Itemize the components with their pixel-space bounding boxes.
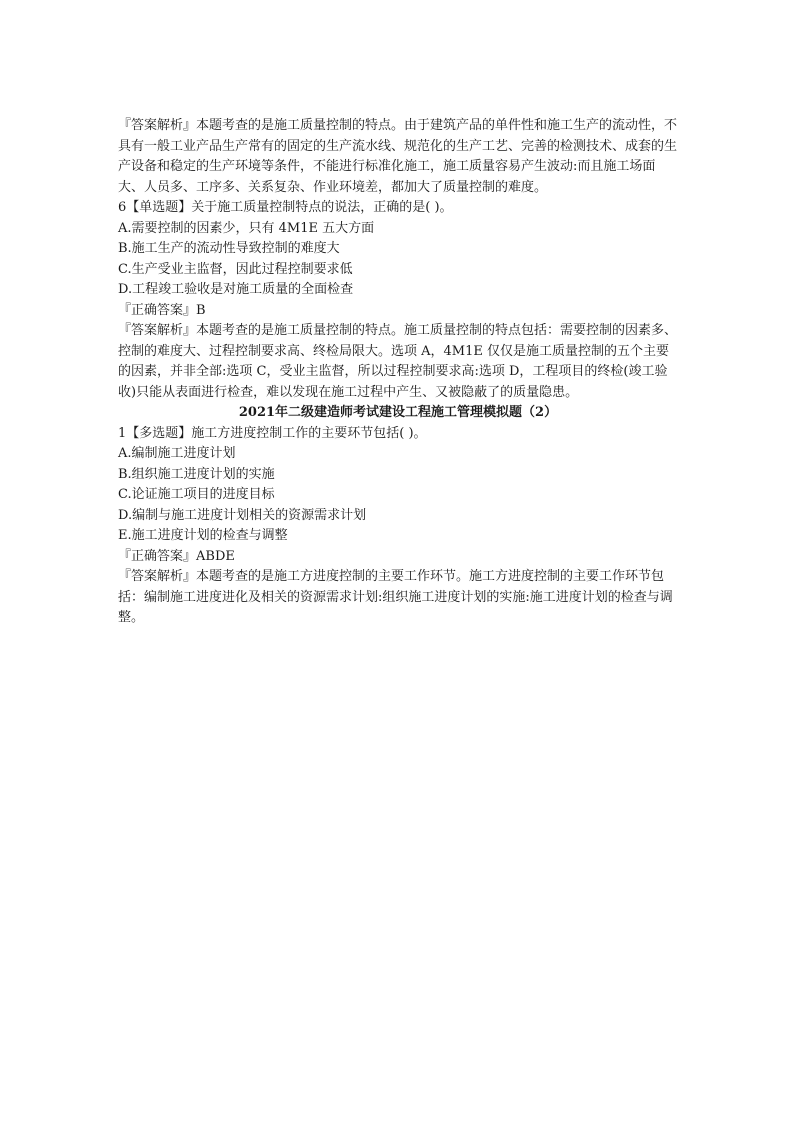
question-1-option-c: C.论证施工项目的进度目标 bbox=[118, 487, 275, 502]
question-6-analysis: 『答案解析』本题考查的是施工质量控制的特点。施工质量控制的特点包括：需要控制的因素多、控制的难度大、过程控制要求高、终检局限大。选项 A，4M1E 仅仅是施工质量控制的五个主要的因素，并非全部:选项 C，受业主监督，所以过程控制要求高:选项 D，工程项目的终检(竣工验收)只能从表面进行检查，难以发现在施工过程中产生、又被隐蔽了的质量隐患。 bbox=[118, 323, 678, 400]
question-1-option-b: B.组织施工进度计划的实施 bbox=[118, 466, 275, 482]
question-1-option-e: E.施工进度计划的检查与调整 bbox=[118, 528, 288, 543]
analysis-paragraph-1: 『答案解析』本题考查的是施工质量控制的特点。由于建筑产品的单件性和施工生产的流动性，不具有一般工业产品生产常有的固定的生产流水线、规范化的生产工艺、完善的检测技术、成套的生产设备和稳定的生产环境等条件，不能进行标准化施工，施工质量容易产生波动:而且施工场面大、人员多、工序多、关系复杂、作业环境差，都加大了质量控制的难度。 bbox=[118, 118, 678, 195]
question-6-option-a: A.需要控制的因素少，只有 4M1E 五大方面 bbox=[118, 220, 375, 236]
question-6-option-d: D.工程竣工验收是对施工质量的全面检查 bbox=[118, 282, 354, 297]
question-6-option-b: B.施工生产的流动性导致控制的难度大 bbox=[118, 241, 340, 256]
section-title: 2021年二级建造师考试建设工程施工管理模拟题（2） bbox=[238, 405, 558, 420]
question-1-option-a: A.编制施工进度计划 bbox=[118, 446, 236, 461]
question-6-option-c: C.生产受业主监督，因此过程控制要求低 bbox=[118, 261, 353, 277]
question-6-answer: 『正确答案』B bbox=[118, 302, 206, 318]
document-page bbox=[118, 116, 678, 629]
question-1-analysis: 『答案解析』本题考查的是施工方进度控制的主要工作环节。施工方进度控制的主要工作环节包括：编制施工进度进化及相关的资源需求计划:组织施工进度计划的实施:施工进度计划的检查与调整。 bbox=[118, 569, 673, 625]
question-1-answer: 『正确答案』ABDE bbox=[118, 548, 235, 564]
question-1-stem: 1【多选题】施工方进度控制工作的主要环节包括( )。 bbox=[118, 425, 427, 441]
question-1-option-d: D.编制与施工进度计划相关的资源需求计划 bbox=[118, 507, 367, 523]
question-6-stem: 6【单选题】关于施工质量控制特点的说法，正确的是( )。 bbox=[118, 200, 453, 215]
